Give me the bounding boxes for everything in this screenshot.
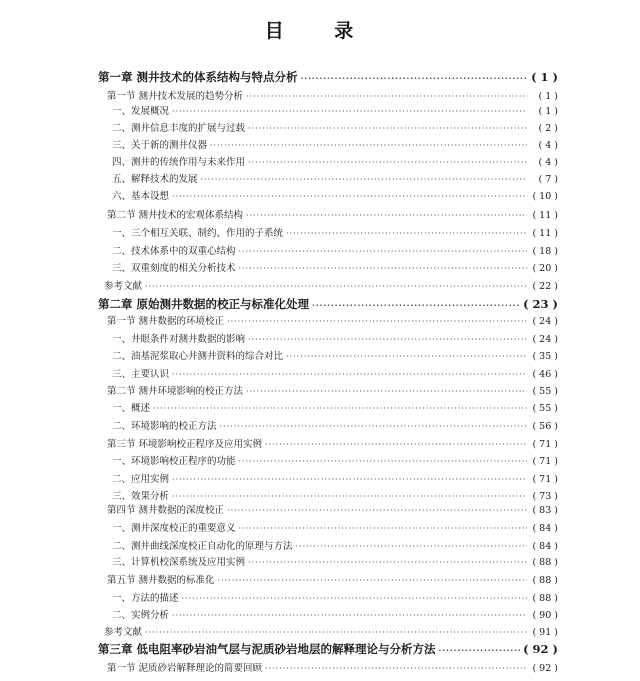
- toc-page-number: ( 92 ): [523, 642, 558, 656]
- toc-page-number: ( 4 ): [538, 157, 558, 168]
- toc-page-number: ( 83 ): [532, 505, 558, 516]
- toc-item-row: [112, 120, 558, 134]
- toc-entry-label: 二、实例分析: [112, 610, 170, 621]
- toc-leader-dots: [220, 422, 527, 431]
- toc-page-number: ( 23 ): [523, 297, 558, 311]
- toc-item-row: [112, 137, 558, 151]
- toc-leader-dots: [239, 524, 527, 533]
- toc-entry-label: 第二节 测井技术的宏观体系结构: [107, 210, 244, 221]
- toc-item-row: [112, 260, 558, 274]
- toc-leader-dots: [239, 247, 527, 256]
- toc-item-row: [112, 154, 558, 168]
- toc-page-number: ( 73 ): [532, 491, 558, 502]
- toc-page-number: ( 10 ): [532, 191, 558, 202]
- toc-entry-label: 二、技术体系中的双重心结构: [112, 246, 236, 257]
- toc-page-number: ( 90 ): [532, 610, 558, 621]
- toc-leader-dots: [246, 211, 527, 220]
- toc-page-number: ( 1 ): [538, 91, 558, 102]
- toc-page-number: ( 24 ): [532, 316, 558, 327]
- toc-entry-label: 第五节 测井数据的标准化: [107, 575, 215, 586]
- toc-page-number: ( 55 ): [532, 403, 558, 414]
- toc-leader-dots: [246, 92, 527, 101]
- toc-leader-dots: [172, 611, 527, 620]
- toc-section-row: [107, 313, 558, 327]
- toc-entry-label: 第一节 测井数据的环境校正: [107, 316, 225, 327]
- toc-entry-label: 二、测井曲线深度校正自动化的原理与方法: [112, 541, 293, 552]
- toc-reference-row: [104, 278, 558, 292]
- toc-entry-label: 第三章 低电阻率砂岩油气层与泥质砂岩地层的解释理论与分析方法: [98, 642, 436, 656]
- toc-entry-label: 第一章 测井技术的体系结构与特点分析: [98, 70, 298, 84]
- toc-page-number: ( 11 ): [532, 228, 558, 239]
- toc-item-row: [112, 554, 558, 568]
- toc-leader-dots: [439, 645, 521, 655]
- toc-page-number: ( 92 ): [532, 663, 558, 674]
- toc-leader-dots: [296, 542, 527, 551]
- toc-item-row: [112, 471, 558, 485]
- toc-leader-dots: [286, 229, 527, 238]
- toc-page-number: ( 71 ): [532, 474, 558, 485]
- toc-entry-label: 三、关于新的测井仪器: [112, 140, 208, 151]
- toc-leader-dots: [201, 175, 527, 184]
- toc-page-number: ( 88 ): [532, 557, 558, 568]
- toc-entry-label: 第三节 环境影响校正程序及应用实例: [107, 439, 263, 450]
- toc-entry-label: 参考文献: [104, 627, 143, 638]
- toc-item-row: [112, 243, 558, 257]
- toc-leader-dots: [301, 73, 527, 83]
- toc-item-row: [112, 453, 558, 467]
- toc-entry-label: 二、环境影响的校正方法: [112, 421, 217, 432]
- toc-entry-label: 二、测井信息丰度的扩展与过载: [112, 123, 246, 134]
- toc-page-number: ( 11 ): [532, 210, 558, 221]
- toc-entry-label: 一、方法的描述: [112, 593, 179, 604]
- toc-leader-dots: [248, 335, 527, 344]
- toc-section-row: [107, 502, 558, 516]
- toc-item-row: [112, 188, 558, 202]
- toc-entry-label: 三、主要认识: [112, 369, 170, 380]
- toc-leader-dots: [248, 558, 527, 567]
- toc-leader-dots: [286, 352, 527, 361]
- toc-leader-dots: [172, 492, 527, 501]
- toc-leader-dots: [246, 387, 527, 396]
- toc-leader-dots: [265, 664, 527, 673]
- toc-item-row: [112, 400, 558, 414]
- toc-chapter-row: [98, 296, 558, 312]
- toc-item-row: [112, 331, 558, 345]
- toc-item-row: [112, 225, 558, 239]
- toc-entry-label: 四、测井的传统作用与未来作用: [112, 157, 246, 168]
- toc-item-row: [112, 171, 558, 185]
- toc-entry-label: 五、解释技术的发展: [112, 174, 198, 185]
- toc-section-row: [107, 383, 558, 397]
- toc-leader-dots: [145, 628, 527, 637]
- toc-page-number: ( 22 ): [532, 281, 558, 292]
- toc-entry-label: 一、井眼条件对测井数据的影响: [112, 334, 246, 345]
- toc-leader-dots: [248, 158, 527, 167]
- toc-page-number: ( 18 ): [532, 246, 558, 257]
- toc-item-row: [112, 366, 558, 380]
- toc-entry-label: 参考文献: [104, 281, 143, 292]
- toc-section-row: [107, 436, 558, 450]
- toc-item-row: [112, 538, 558, 552]
- toc-page-number: ( 84 ): [532, 523, 558, 534]
- toc-entry-label: 一、环境影响校正程序的功能: [112, 456, 236, 467]
- toc-entry-label: 三、效果分析: [112, 491, 170, 502]
- toc-item-row: [112, 488, 558, 502]
- toc-section-row: [107, 207, 558, 221]
- toc-leader-dots: [172, 192, 527, 201]
- toc-page-number: ( 2 ): [538, 123, 558, 134]
- toc-page-number: ( 84 ): [532, 541, 558, 552]
- toc-leader-dots: [227, 506, 527, 515]
- toc-leader-dots: [227, 317, 527, 326]
- toc-page-number: ( 91 ): [532, 627, 558, 638]
- toc-entry-label: 第四节 测井数据的深度校正: [107, 505, 225, 516]
- toc-section-row: [107, 572, 558, 586]
- toc-item-row: [112, 418, 558, 432]
- toc-leader-dots: [312, 300, 520, 310]
- toc-leader-dots: [248, 124, 527, 133]
- toc-chapter-row: [98, 641, 558, 657]
- toc-page-number: ( 46 ): [532, 369, 558, 380]
- toc-item-row: [112, 520, 558, 534]
- toc-page-number: ( 1 ): [538, 106, 558, 117]
- toc-page-number: ( 88 ): [532, 593, 558, 604]
- toc-entry-label: 第二章 原始测井数据的校正与标准化处理: [98, 297, 310, 311]
- toc-entry-label: 第一节 测井技术发展的趋势分析: [107, 91, 244, 102]
- toc-page-number: ( 71 ): [532, 456, 558, 467]
- toc-page-number: ( 88 ): [532, 575, 558, 586]
- toc-leader-dots: [145, 282, 527, 291]
- toc-section-row: [107, 660, 558, 674]
- toc-leader-dots: [172, 107, 527, 116]
- toc-page-number: ( 71 ): [532, 439, 558, 450]
- toc-reference-row: [104, 624, 558, 638]
- toc-entry-label: 一、概述: [112, 403, 151, 414]
- toc-entry-label: 一、测井深度校正的重要意义: [112, 523, 236, 534]
- toc-entry-label: 三、计算机校深系统及应用实例: [112, 557, 246, 568]
- toc-leader-dots: [239, 457, 527, 466]
- toc-leader-dots: [210, 141, 527, 150]
- toc-entry-label: 二、油基泥浆取心井测井资料的综合对比: [112, 351, 284, 362]
- toc-item-row: [112, 348, 558, 362]
- toc-entry-label: 六、基本设想: [112, 191, 170, 202]
- toc-entry-label: 一、三个相互关联、制约、作用的子系统: [112, 228, 284, 239]
- toc-page-number: ( 56 ): [532, 421, 558, 432]
- toc-entry-label: 三、双重刻度的相关分析技术: [112, 263, 236, 274]
- toc-leader-dots: [153, 404, 527, 413]
- toc-chapter-row: [98, 69, 558, 85]
- toc-leader-dots: [218, 576, 527, 585]
- toc-item-row: [112, 590, 558, 604]
- toc-entry-label: 一、发展概况: [112, 106, 170, 117]
- toc-leader-dots: [172, 475, 527, 484]
- toc-page-number: ( 55 ): [532, 386, 558, 397]
- toc-entry-label: 第二节 测井环境影响的校正方法: [107, 386, 244, 397]
- toc-page-number: ( 20 ): [532, 263, 558, 274]
- toc-item-row: [112, 103, 558, 117]
- toc-page-number: ( 35 ): [532, 351, 558, 362]
- toc-leader-dots: [265, 440, 527, 449]
- toc-page-number: ( 7 ): [538, 174, 558, 185]
- toc-page-number: ( 4 ): [538, 140, 558, 151]
- toc-entry-label: 第一节 泥质砂岩解释理论的简要回顾: [107, 663, 263, 674]
- toc-item-row: [112, 607, 558, 621]
- toc-entry-label: 二、应用实例: [112, 474, 170, 485]
- toc-leader-dots: [239, 264, 527, 273]
- toc-section-row: [107, 88, 558, 102]
- page-title: 目 录: [264, 20, 376, 42]
- toc-page-number: ( 1 ): [531, 70, 558, 84]
- toc-leader-dots: [182, 594, 527, 603]
- toc-leader-dots: [172, 370, 527, 379]
- toc-page-number: ( 24 ): [532, 334, 558, 345]
